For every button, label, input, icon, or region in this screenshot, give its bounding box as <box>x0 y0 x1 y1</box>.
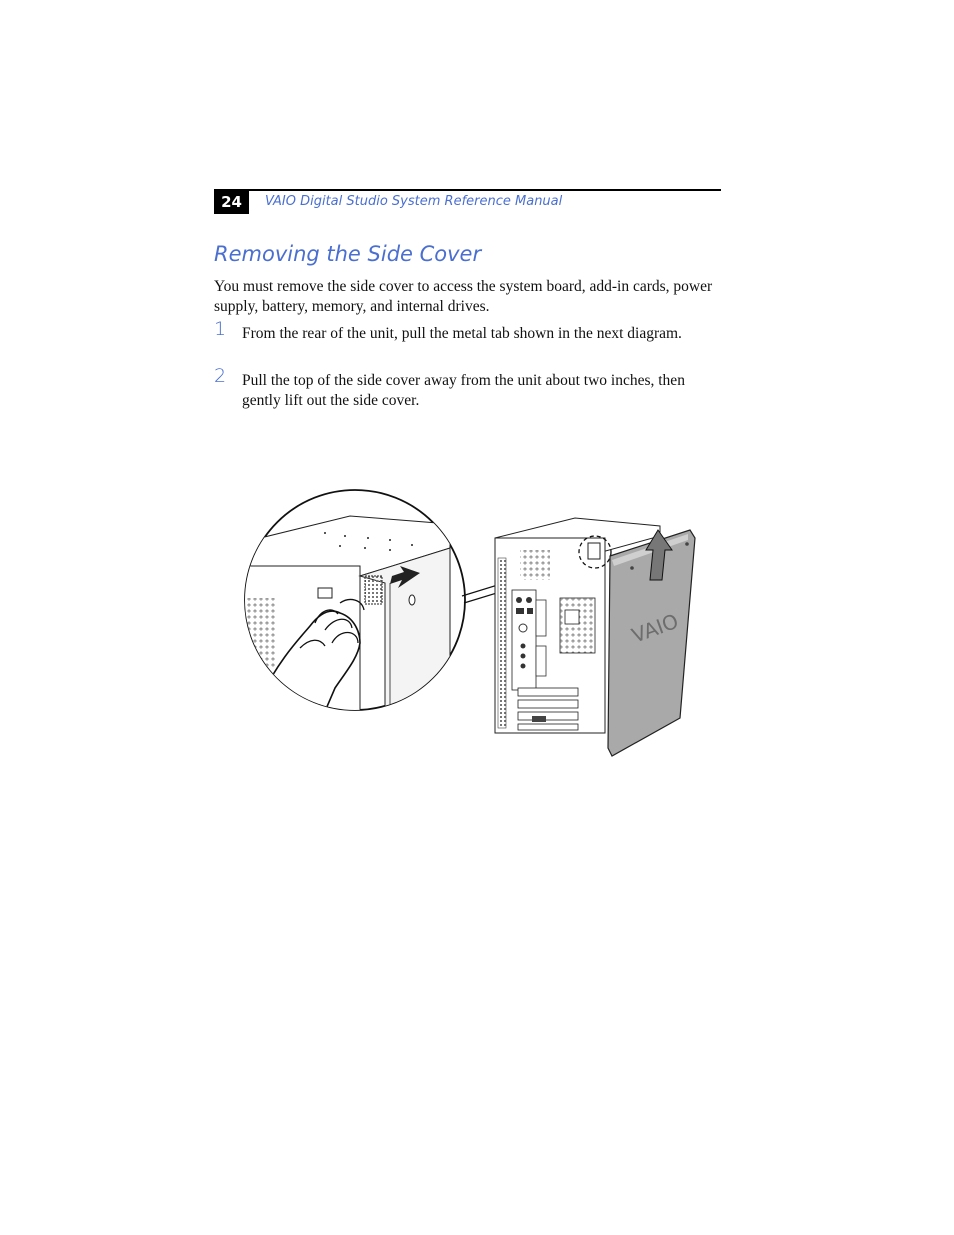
step-number: 2 <box>214 365 227 387</box>
side-cover <box>608 530 695 756</box>
header-rule <box>214 189 721 191</box>
step-text: From the rear of the unit, pull the metal tab shown in the next diagram. <box>242 325 682 342</box>
intro-paragraph: You must remove the side cover to access the system board, add-in cards, power supply, battery, memory, and internal drives. <box>214 278 713 315</box>
step-number: 1 <box>214 318 227 340</box>
side-cover-removal-illustration <box>240 488 700 763</box>
page-number: 24 <box>214 191 249 214</box>
running-title: VAIO Digital Studio System Reference Manual <box>265 194 563 209</box>
cover-logo: VAIO <box>628 608 682 648</box>
zoom-detail <box>240 490 465 723</box>
section-title: Removing the Side Cover <box>214 242 482 266</box>
step-text: Pull the top of the side cover away from the unit about two inches, then gently lift out the side cover. <box>242 372 685 409</box>
